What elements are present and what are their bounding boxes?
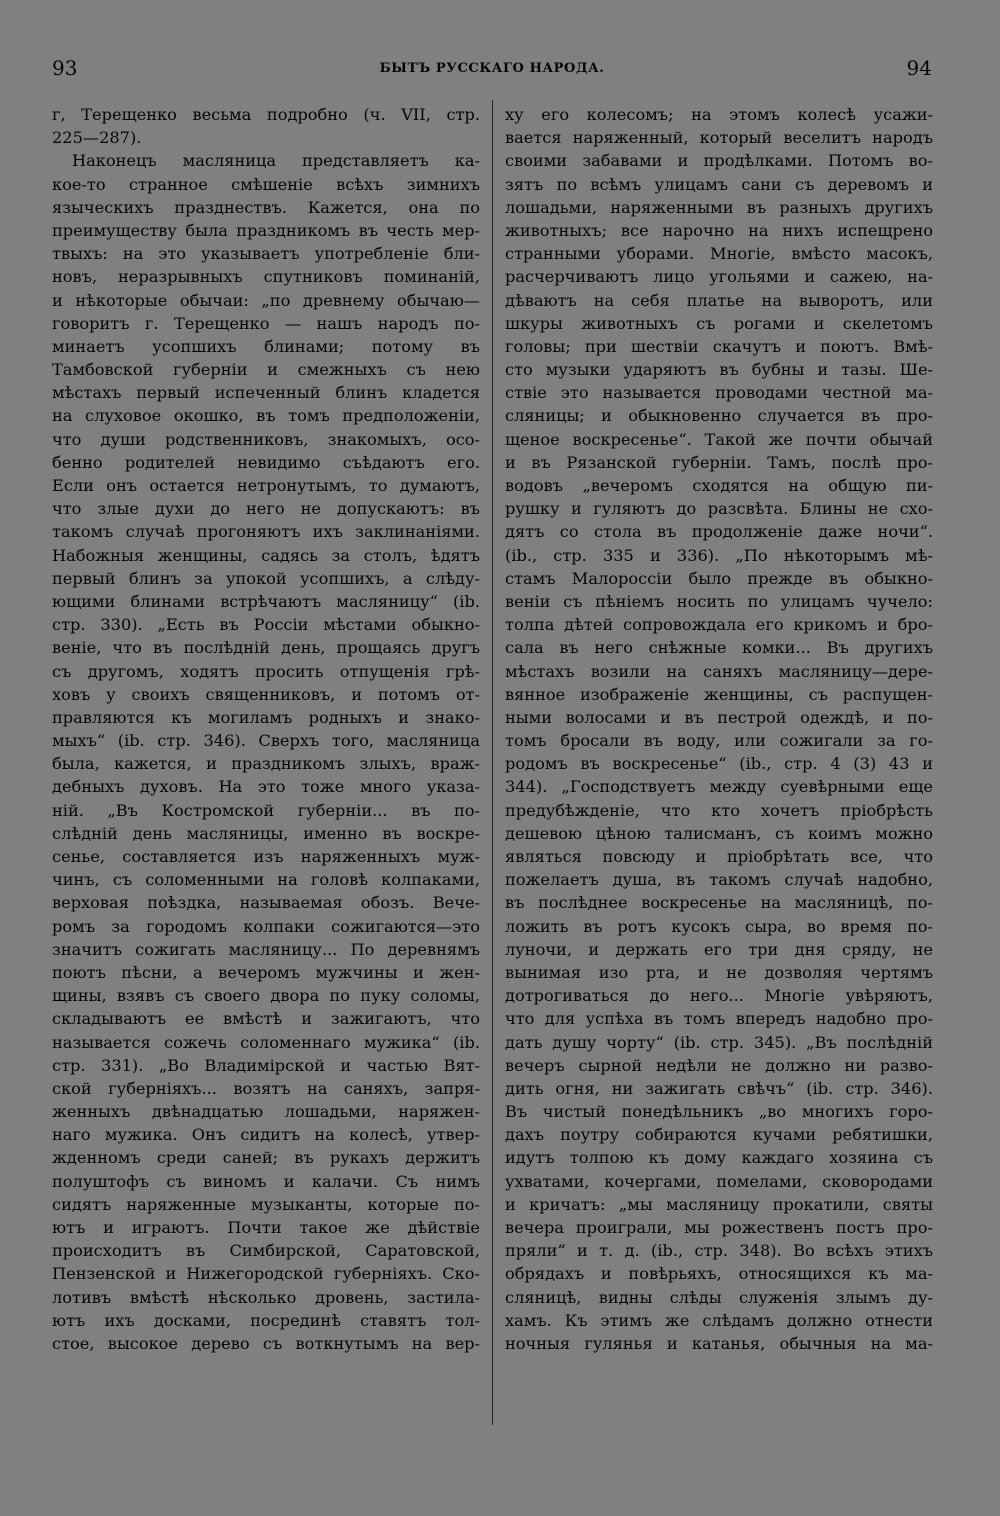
text-line: была, кажется, и праздникомъ злыхъ, враж- [52, 754, 480, 774]
text-line: правляются къ могиламъ родныхъ и знако- [52, 707, 480, 727]
text-line: рушку и гуляютъ до разсвѣта. Блины не схо- [505, 499, 933, 519]
text-line: новъ, неразрывныхъ спутниковъ поминаній, [52, 267, 480, 287]
text-line: стр. 330). „Есть въ Россіи мѣстами обыкно- [52, 615, 480, 635]
text-line: значитъ сожигать масляницу... По деревнямъ [52, 939, 480, 959]
text-line: ній. „Въ Костромской губерніи... въ по- [52, 800, 480, 820]
text-line: ющими блинами встрѣчаютъ масляницу“ (ib. [52, 591, 480, 611]
text-line: дить огня, ни зажигать свѣчъ“ (ib. стр. 346). [505, 1078, 933, 1098]
text-line: пожелаетъ душа, въ такомъ случаѣ надобно, [505, 870, 933, 890]
text-line: дѣваютъ на себя платье на выворотъ, или [505, 290, 933, 310]
text-line: томъ бросали въ воду, или сожигали за го- [505, 731, 933, 751]
text-line: странными уборами. Многіе, вмѣсто масокъ, [505, 244, 933, 264]
text-line: ложить въ ротъ кусокъ сыра, во время по- [505, 916, 933, 936]
text-line: и нѣкоторые обычаи: „по древнему обычаю— [52, 290, 480, 310]
page-number-right: 94 [906, 56, 932, 80]
text-line: ху его колесомъ; на этомъ колесѣ усажи- [505, 105, 933, 124]
text-line: щеное воскресенье“. Такой же почти обычай [505, 429, 933, 449]
text-line: Въ чистый понедѣльникъ „во многихъ горо- [505, 1102, 933, 1122]
text-line: веніи съ пѣніемъ носить по улицамъ чучело: [505, 591, 933, 611]
text-line: родомъ въ воскресенье“ (ib., стр. 4 (3) 43 и [505, 754, 933, 774]
text-line: поютъ пѣсни, а вечеромъ мужчины и жен- [52, 962, 480, 982]
text-line: такомъ случаѣ прогоняютъ ихъ заклинаніями. [52, 522, 480, 542]
text-line: (ib., стр. 335 и 336). „По нѣкоторымъ мѣ- [505, 545, 933, 565]
text-line: сала въ него снѣжные комки... Въ другихъ [505, 638, 933, 658]
text-line: ными волосами и въ пестрой одеждѣ, и по- [505, 707, 933, 727]
text-line: вается наряженный, который веселитъ народъ [505, 128, 933, 148]
text-line: сто музыки ударяютъ въ бубны и тазы. Ше- [505, 360, 933, 380]
text-line: стамъ Малороссіи было прежде въ обыкно- [505, 568, 933, 588]
text-line: дешевою цѣною талисманъ, съ коимъ можно [505, 823, 933, 843]
text-line: сляницѣ, видны слѣды служенія злымъ ду- [505, 1287, 933, 1307]
text-line: верховая поѣздка, называемая обозъ. Вече- [52, 893, 480, 913]
text-line: на слуховое окошко, въ томъ предположеніи, [52, 406, 480, 426]
text-line: что для успѣха въ томъ впередъ надобно про- [505, 1009, 933, 1029]
text-line: животныхъ; все нарочно на нихъ испещрено [505, 220, 933, 240]
text-line: дятъ со стола въ продолженіе даже ночи“. [505, 522, 933, 542]
text-line: вечеръ сырной недѣли не должно ни разво- [505, 1055, 933, 1075]
text-line: дахъ поутру собираются кучами ребятишки, [505, 1125, 933, 1145]
text-line: ствіе это называется проводами честной ма- [505, 383, 933, 403]
text-line: ховъ у своихъ священниковъ, и потомъ от- [52, 684, 480, 704]
text-line: дебныхъ духовъ. На это тоже много указа- [52, 777, 480, 797]
text-line: Наконецъ масляница представляетъ ка- [72, 151, 480, 171]
text-line: говоритъ г. Терещенко — нашъ народъ по- [52, 313, 480, 333]
running-title: БЫТЪ РУССКАГО НАРОДА. [379, 61, 605, 76]
text-line: и кричатъ: „мы масляницу прокатили, святы [505, 1194, 933, 1214]
text-line: происходитъ въ Симбирской, Саратовской, [52, 1241, 480, 1261]
text-line: ромъ за городомъ колпаки сожигаются—это [52, 916, 480, 936]
column-divider [492, 100, 493, 1425]
text-line: мыхъ“ (ib. стр. 346). Сверхъ того, масляница [52, 731, 480, 751]
text-line: луночи, и держать его три дня сряду, не [505, 939, 933, 959]
text-line: ютъ и играютъ. Почти такое же дѣйствіе [52, 1218, 480, 1237]
text-line: лошадьми, наряженными въ разныхъ другихъ [505, 197, 933, 217]
text-line: вянное изображеніе женщины, съ распущен- [505, 684, 933, 704]
text-line: стр. 331). „Во Владимірской и частью Вят- [52, 1055, 480, 1075]
text-line: складываютъ ее вмѣстѣ и зажигаютъ, что [52, 1009, 480, 1029]
text-line: кое-то странное смѣшеніе всѣхъ зимнихъ [52, 174, 480, 194]
text-line: съ другомъ, ходятъ просить отпущенія грѣ- [52, 661, 480, 681]
text-line: ютъ ихъ досками, посрединѣ ставятъ тол- [52, 1310, 480, 1330]
text-line: Тамбовской губерніи и смежныхъ съ нею [52, 360, 480, 380]
right-column [505, 103, 933, 1503]
text-line: вынимая изо рта, и не дозволяя чертямъ [505, 962, 933, 982]
text-line: расчерчиваютъ лицо угольями и сажею, на- [505, 267, 933, 287]
text-line: дотрогиваться до него... Многіе увѣряютъ, [505, 986, 933, 1006]
text-line: стое, высокое дерево съ воткнутымъ на вер- [52, 1333, 480, 1353]
text-line: сидятъ наряженные музыканты, которые по- [52, 1194, 480, 1214]
text-line: обрядахъ и повѣрьяхъ, относящихся къ ма- [505, 1264, 933, 1284]
text-line: Если онъ остается нетронутымъ, то думаютъ, [52, 476, 480, 495]
text-line: жденномъ среди саней; въ рукахъ держитъ [52, 1148, 480, 1168]
text-line: хамъ. Къ этимъ же слѣдамъ должно отнести [505, 1310, 933, 1330]
text-line: и въ Рязанской губерніи. Тамъ, послѣ про- [505, 452, 933, 472]
text-line: дать душу чорту“ (ib. стр. 345). „Въ послѣдній [505, 1032, 933, 1052]
text-line: предубѣжденіе, что кто хочетъ пріобрѣсть [505, 800, 933, 820]
text-line: Набожныя женщины, садясь за столъ, ѣдятъ [52, 545, 480, 565]
text-line: мѣстахъ возили на саняхъ масляницу—дере- [505, 661, 933, 681]
page-number-left: 93 [52, 56, 78, 80]
text-line: г, Терещенко весьма подробно (ч. VII, стр. [52, 105, 480, 124]
text-line: въ послѣднее воскресенье на масляницѣ, по- [505, 893, 933, 913]
text-line: слѣдній день масляницы, именно въ воскре- [52, 823, 480, 843]
text-line: зятъ по всѣмъ улицамъ сани съ деревомъ и [505, 174, 933, 194]
text-line: 344). „Господствуетъ между суевѣрными еще [505, 777, 933, 797]
text-line: щины, взявъ съ своего двора по пуку соломы, [52, 986, 480, 1006]
text-line: бенно родителей невидимо съѣдаютъ его. [52, 452, 480, 472]
text-line: ской губерніяхъ... возятъ на саняхъ, запря- [52, 1078, 480, 1098]
text-line: идутъ толпою къ дому каждаго хозяина съ [505, 1148, 933, 1168]
text-line: полуштофъ съ виномъ и калачи. Съ нимъ [52, 1171, 480, 1191]
text-line: Пензенской и Нижегородской губерніяхъ. Ско- [52, 1264, 480, 1284]
text-line: преимуществу была праздникомъ въ честь мер- [52, 220, 480, 240]
text-line: первый блинъ за упокой усопшихъ, а слѣду- [52, 568, 480, 588]
page-header [52, 56, 932, 82]
left-column [52, 103, 480, 1503]
text-line: сляницы; и обыкновенно случается въ про- [505, 406, 933, 426]
text-line: ухватами, кочергами, помелами, сковородами [505, 1171, 933, 1191]
text-line: веніе, что въ послѣдній день, прощаясь другъ [52, 638, 480, 658]
text-line: языческихъ празднествъ. Кажется, она по [52, 197, 480, 217]
text-line: называется сожечь соломеннаго мужика“ (ib. [52, 1032, 480, 1052]
text-line: что злые духи до него не допускаютъ: въ [52, 499, 480, 519]
text-line: толпа дѣтей сопровождала его крикомъ и бро- [505, 615, 933, 635]
text-line: женныхъ двѣнадцатью лошадьми, наряжен- [52, 1102, 480, 1122]
text-line: являться повсюду и пріобрѣтать все, что [505, 847, 933, 866]
text-line: шкуры животныхъ съ рогами и скелетомъ [505, 313, 933, 333]
text-line: своими забавами и продѣлками. Потомъ во- [505, 151, 933, 171]
text-line: 225—287). [52, 128, 142, 148]
text-line: твыхъ: на это указываетъ употребленіе бли- [52, 244, 480, 264]
text-line: вечера проиграли, мы рожественъ постъ про- [505, 1218, 933, 1237]
text-line: водовъ „вечеромъ сходятся на общую пи- [505, 476, 933, 495]
text-line: минаетъ усопшихъ блинами; потому въ [52, 336, 480, 356]
text-line: головы; при шествіи скачутъ и поютъ. Вмѣ- [505, 336, 933, 356]
text-line: чинъ, съ соломенными на головѣ колпаками, [52, 870, 480, 890]
text-line: что души родственниковъ, знакомыхъ, осо- [52, 429, 480, 449]
text-line: ночныя гулянья и катанья, обычныя на ма- [505, 1333, 933, 1353]
text-line: сенье, составляется изъ наряженныхъ муж- [52, 847, 480, 866]
text-line: наго мужика. Онъ сидитъ на колесѣ, утвер- [52, 1125, 480, 1145]
text-line: мѣстахъ первый испеченный блинъ кладется [52, 383, 480, 403]
text-line: лотивъ вмѣстѣ нѣсколько дровень, застила- [52, 1287, 480, 1307]
text-line: пряли“ и т. д. (ib., стр. 348). Во всѣхъ этихъ [505, 1241, 933, 1261]
